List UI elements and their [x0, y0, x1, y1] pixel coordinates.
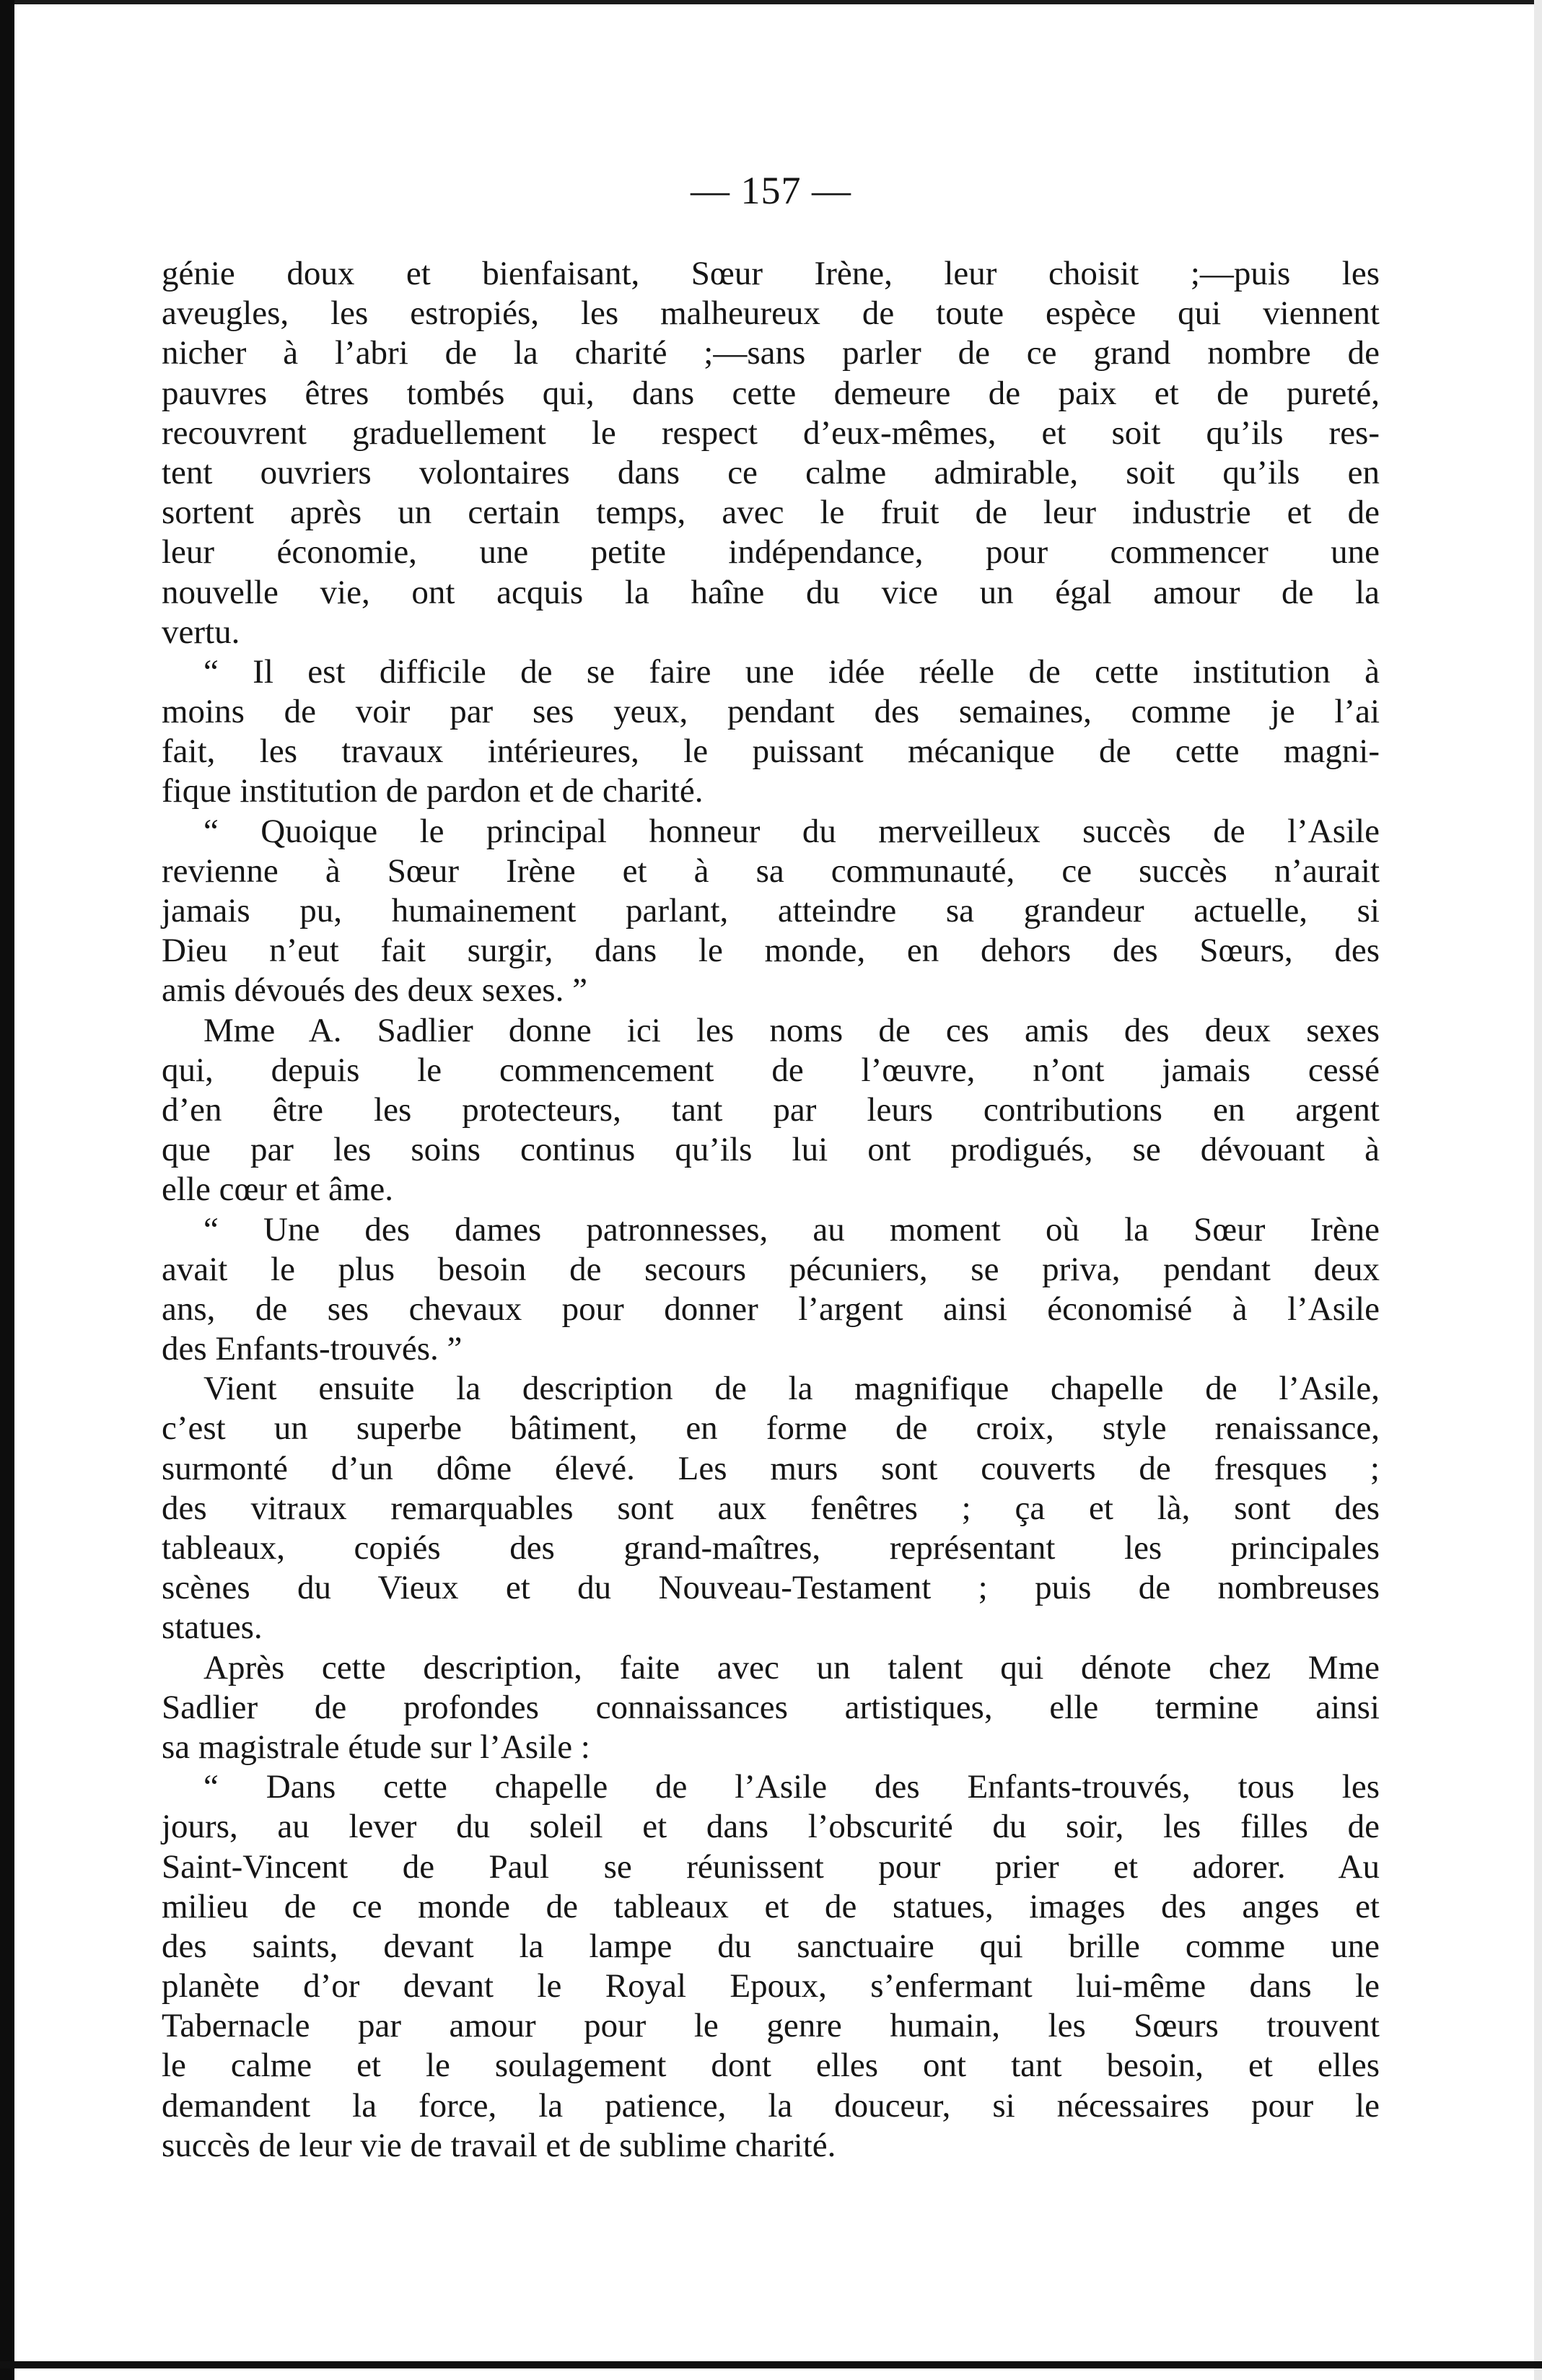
text-line: nicher à l’abri de la charité ;—sans parler de ce grand nombre de	[162, 334, 1380, 372]
text-line: “ Une des dames patronnesses, au moment où la Sœur Irène	[203, 1210, 1380, 1248]
text-line: vertu.	[162, 613, 240, 651]
scan-border-top	[0, 0, 1542, 4]
text-line: jours, au lever du soleil et dans l’obscurité du soir, les filles de	[162, 1808, 1380, 1846]
text-line: jamais pu, humainement parlant, atteindre sa grandeur actuelle, si	[162, 892, 1380, 929]
text-line: succès de leur vie de travail et de sublime charité.	[162, 2126, 836, 2164]
text-line: moins de voir par ses yeux, pendant des semaines, comme je l’ai	[162, 693, 1380, 731]
scan-border-left	[0, 0, 14, 2380]
text-line: demandent la force, la patience, la douceur, si nécessaires pour le	[162, 2086, 1380, 2125]
text-line: des saints, devant la lampe du sanctuaire qui brille comme une	[162, 1927, 1380, 1965]
text-line: le calme et le soulagement dont elles ont tant besoin, et elles	[162, 2047, 1380, 2085]
text-line: statues.	[162, 1609, 263, 1647]
text-line: “ Dans cette chapelle de l’Asile des Enfants-trouvés, tous les	[203, 1768, 1380, 1806]
scan-border-right	[1534, 0, 1542, 2380]
text-line: fique institution de pardon et de charité.	[162, 772, 704, 810]
text-line: leur économie, une petite indépendance, pour commencer une	[162, 533, 1380, 572]
text-line: Sadlier de profondes connaissances artistiques, elle termine ainsi	[162, 1688, 1380, 1726]
text-line: des Enfants-trouvés. ”	[162, 1330, 463, 1368]
text-line: fait, les travaux intérieures, le puissant mécanique de cette magni-	[162, 732, 1380, 771]
text-line: que par les soins continus qu’ils lui ont prodigués, se dévouant à	[162, 1131, 1380, 1169]
text-line: Vient ensuite la description de la magnifique chapelle de l’Asile,	[203, 1370, 1380, 1408]
text-line: sortent après un certain temps, avec le fruit de leur industrie et de	[162, 494, 1380, 532]
text-line: planète d’or devant le Royal Epoux, s’enfermant lui-même dans le	[162, 1967, 1380, 2005]
text-line: génie doux et bienfaisant, Sœur Irène, leur choisit ;—puis les	[162, 255, 1380, 292]
text-line: “ Il est difficile de se faire une idée réelle de cette institution à	[203, 652, 1380, 691]
text-line: Dieu n’eut fait surgir, dans le monde, en dehors des Sœurs, des	[162, 932, 1380, 970]
text-line: revienne à Sœur Irène et à sa communauté, ce succès n’aurait	[162, 852, 1380, 890]
text-line: Saint-Vincent de Paul se réunissent pour prier et adorer. Au	[162, 1847, 1380, 1886]
text-line: Après cette description, faite avec un talent qui dénote chez Mme	[203, 1648, 1380, 1686]
text-line: Mme A. Sadlier donne ici les noms de ces amis des deux sexes	[203, 1011, 1380, 1049]
text-line: “ Quoique le principal honneur du merveilleux succès de l’Asile	[203, 812, 1380, 850]
text-line: des vitraux remarquables sont aux fenêtres ; ça et là, sont des	[162, 1489, 1380, 1527]
text-line: tent ouvriers volontaires dans ce calme admirable, soit qu’ils en	[162, 453, 1380, 491]
text-line: Tabernacle par amour pour le genre humain, les Sœurs trouvent	[162, 2007, 1380, 2045]
text-line: c’est un superbe bâtiment, en forme de croix, style renaissance,	[162, 1409, 1380, 1448]
scan-border-bottom	[0, 2361, 1542, 2368]
text-line: nouvelle vie, ont acquis la haîne du vice un égal amour de la	[162, 573, 1380, 611]
text-line: avait le plus besoin de secours pécuniers, se priva, pendant deux	[162, 1250, 1380, 1288]
page-number: — 157 —	[691, 169, 851, 212]
text-line: scènes du Vieux et du Nouveau-Testament ; puis de nombreuses	[162, 1569, 1380, 1607]
body-text	[162, 254, 1380, 2166]
text-line: pauvres êtres tombés qui, dans cette demeure de paix et de pureté,	[162, 374, 1380, 412]
text-line: d’en être les protecteurs, tant par leurs contributions en argent	[162, 1090, 1380, 1129]
text-line: milieu de ce monde de tableaux et de statues, images des anges et	[162, 1887, 1380, 1925]
text-line: aveugles, les estropiés, les malheureux de toute espèce qui viennent	[162, 294, 1380, 333]
text-line: elle cœur et âme.	[162, 1171, 393, 1209]
text-line: ans, de ses chevaux pour donner l’argent ainsi économisé à l’Asile	[162, 1290, 1380, 1328]
text-line: recouvrent graduellement le respect d’eux-mêmes, et soit qu’ils res-	[162, 414, 1380, 452]
text-line: tableaux, copiés des grand-maîtres, représentant les principales	[162, 1529, 1380, 1567]
text-line: qui, depuis le commencement de l’œuvre, n’ont jamais cessé	[162, 1051, 1380, 1089]
text-line: surmonté d’un dôme élevé. Les murs sont couverts de fresques ;	[162, 1449, 1380, 1487]
text-line: amis dévoués des deux sexes. ”	[162, 971, 587, 1010]
text-line: sa magistrale étude sur l’Asile :	[162, 1728, 590, 1766]
